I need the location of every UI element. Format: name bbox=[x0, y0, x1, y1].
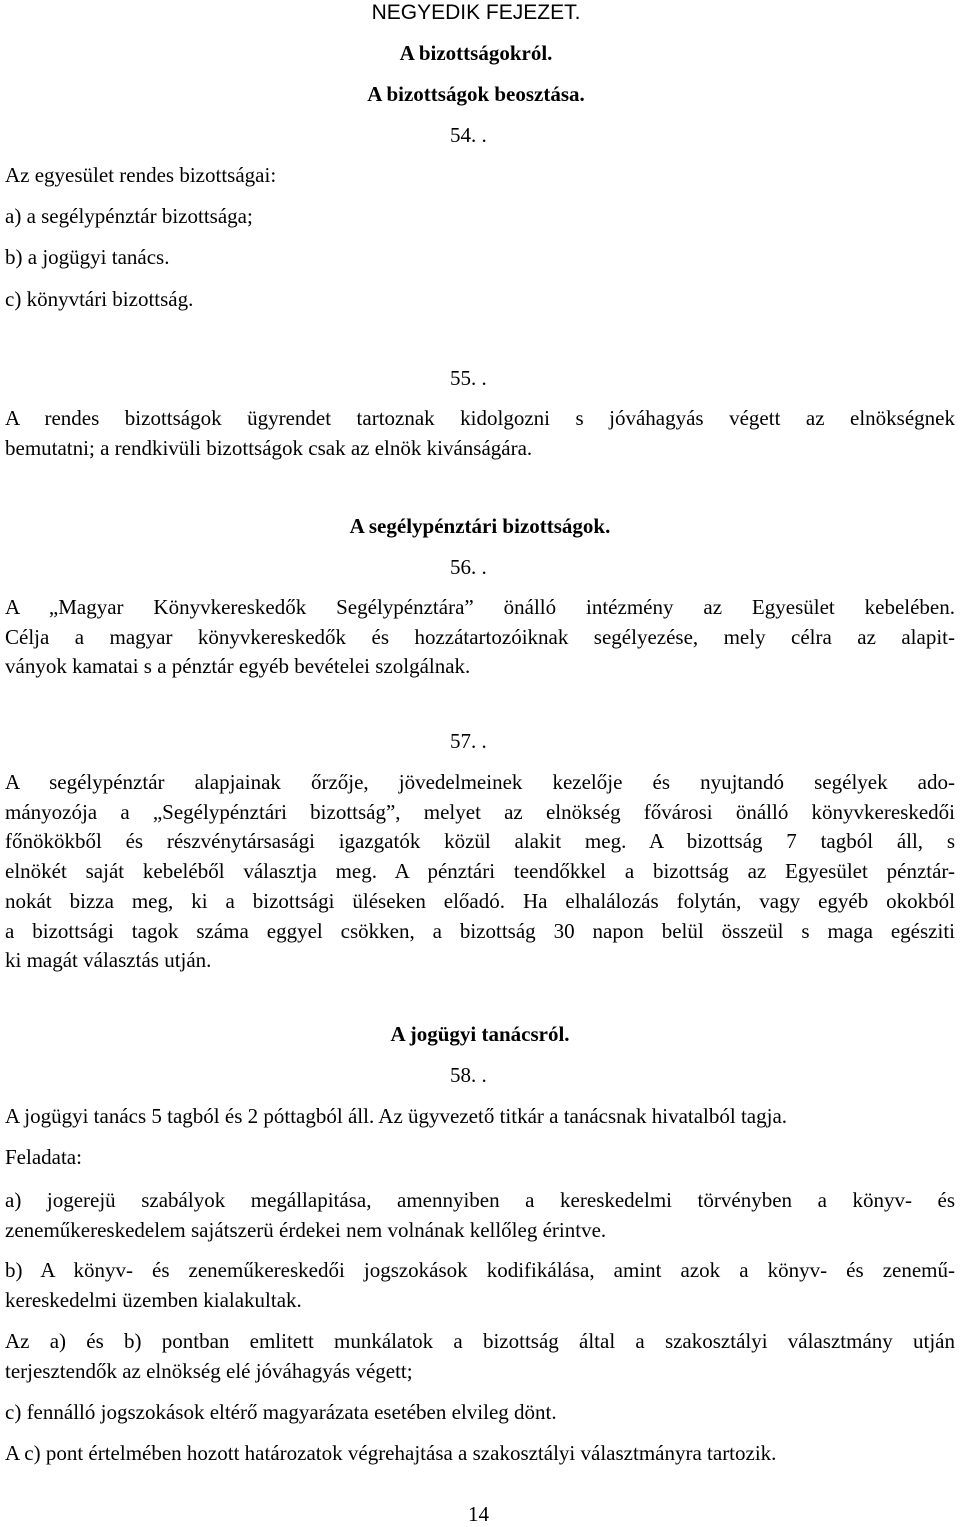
s58-item-ab bbox=[5, 1327, 955, 1386]
s54-line-3: b) a jogügyi tanács. bbox=[5, 245, 170, 269]
s58-ab-line-1: Az a) és b) pontban emlitett munkálatok a bizottság által a szakosztályi választmány utján bbox=[5, 1329, 955, 1353]
s58-intro: A jogügyi tanács 5 tagból és 2 póttagból áll. Az ügyvezető titkár a tanácsnak hivatalból tagja. bbox=[5, 1104, 788, 1128]
s58-item-b bbox=[5, 1256, 955, 1315]
s56-line-3: ványok kamatai s a pénztár egyéb bevételei szolgálnak. bbox=[5, 654, 471, 679]
s56-line-1: A „Magyar Könyvkereskedők Segélypénztára” önálló intézmény az Egyesület kebelében. bbox=[5, 595, 955, 619]
s54-line-2: a) a segélypénztár bizottsága; bbox=[5, 204, 253, 228]
s58-b-line-2: kereskedelmi üzemben kialakultak. bbox=[5, 1287, 302, 1312]
chapter-subtitle: A bizottságokról. bbox=[399, 41, 553, 65]
s57-line-3: főnökökből és részvénytársasági igazgatók közül alakit meg. A bizottság 7 tagból áll, s bbox=[5, 829, 955, 854]
s57-line-7: ki magát választás utján. bbox=[5, 948, 212, 973]
s58-item-a bbox=[5, 1186, 955, 1245]
s54-line-4: c) könyvtári bizottság. bbox=[5, 287, 194, 311]
s55-paragraph bbox=[5, 404, 955, 463]
s57-line-1: A segélypénztár alapjainak őrzője, jövedelmeinek kezelője és nyujtandó segélyek ado- bbox=[5, 770, 955, 794]
section-number-57: 57. . bbox=[450, 729, 487, 753]
section-number-56: 56. . bbox=[450, 555, 487, 579]
s57-line-6: a bizottsági tagok száma eggyel csökken, a bizottság 30 napon belül összeül s maga egésziti bbox=[5, 918, 955, 943]
s58-a-line-2: zeneműkereskedelem sajátszerü érdekei nem volnának kellőleg érintve. bbox=[5, 1217, 607, 1242]
section-number-55: 55. . bbox=[450, 366, 487, 390]
s56-line-2: Célja a magyar könyvkereskedők és hozzátartozóiknak segélyezése, mely célra az alapit- bbox=[5, 624, 955, 649]
s58-c-execution: A c) pont értelmében hozott határozatok végrehajtása a szakosztályi választmányra tartozik. bbox=[5, 1441, 777, 1465]
s57-paragraph bbox=[5, 768, 955, 976]
s55-line-1: A rendes bizottságok ügyrendet tartoznak kidolgozni s jóváhagyás végett az elnökségnek bbox=[5, 406, 955, 430]
s58-a-line-1: a) jogerejü szabályok megállapitása, amennyiben a kereskedelmi törvényben a könyv- és bbox=[5, 1188, 955, 1212]
s58-b-line-1: b) A könyv- és zeneműkereskedői jogszokások kodifikálása, amint azok a könyv- és zenemű- bbox=[5, 1258, 955, 1282]
heading-segelypenztari: A segélypénztári bizottságok. bbox=[349, 514, 611, 538]
s58-ab-line-2: terjesztendők az elnökség elé jóváhagyás végett; bbox=[5, 1358, 413, 1383]
s57-line-5: nokát bizza meg, ki a bizottsági üléseken előadó. Ha elhalálozás folytán, vagy egyéb okokból bbox=[5, 888, 955, 913]
s54-line-1: Az egyesület rendes bizottságai: bbox=[5, 163, 277, 187]
s58-item-c: c) fennálló jogszokások eltérő magyarázata esetében elvileg dönt. bbox=[5, 1400, 557, 1424]
heading-jogugyi: A jogügyi tanácsról. bbox=[390, 1022, 570, 1046]
s57-line-2: mányozója a „Segélypénztári bizottság”, melyet az elnökség fővárosi önálló könyvkereskedői bbox=[5, 799, 955, 824]
chapter-title: NEGYEDIK FEJEZET. bbox=[371, 1, 581, 24]
s56-paragraph bbox=[5, 593, 955, 682]
section-heading-beosztas: A bizottságok beosztása. bbox=[367, 82, 585, 106]
section-number-54: 54. . bbox=[450, 123, 487, 147]
page-number: 14 bbox=[468, 1502, 489, 1526]
s55-line-2: bemutatni; a rendkivüli bizottságok csak az elnök kivánságára. bbox=[5, 435, 533, 460]
s58-feladata: Feladata: bbox=[5, 1145, 82, 1169]
section-number-58: 58. . bbox=[450, 1063, 487, 1087]
s57-line-4: elnökét saját kebeléből választja meg. A pénztári teendőkkel a bizottság az Egyesület pénztár- bbox=[5, 859, 955, 884]
